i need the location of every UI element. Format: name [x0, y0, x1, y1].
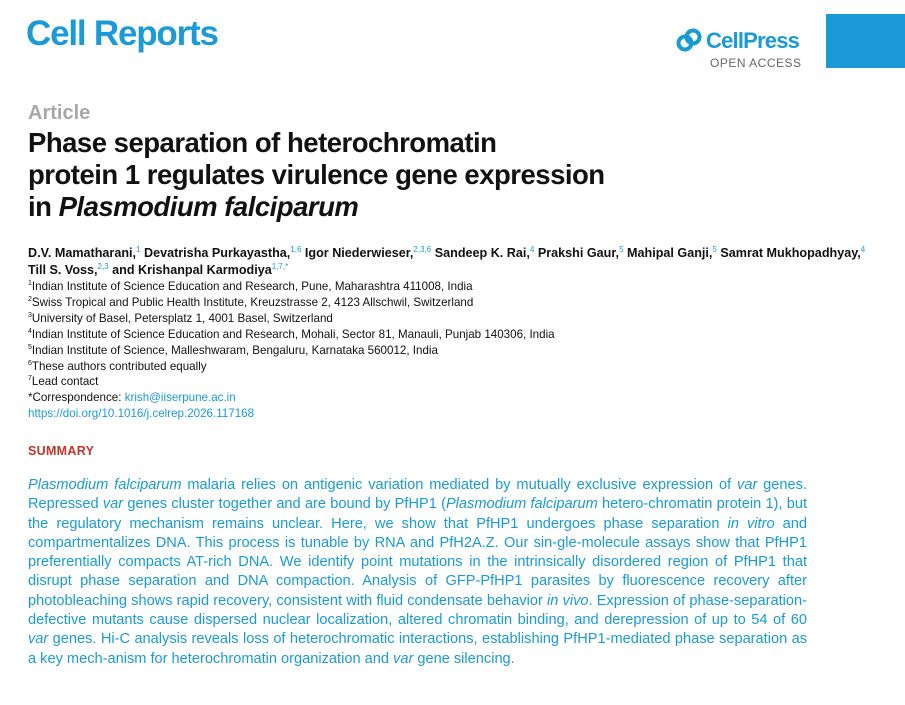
cellpress-logo-icon [676, 28, 702, 54]
author [720, 246, 865, 260]
author-list [28, 245, 868, 279]
affiliation-line [28, 295, 868, 311]
author-name: Prakshi Gaur, [537, 246, 620, 260]
author [305, 246, 431, 260]
title-line-3-prefix: in [28, 191, 59, 222]
title-line-2: protein 1 regulates virulence gene expression [28, 159, 605, 190]
author-name: Mahipal Ganji, [627, 246, 713, 260]
author-name: D.V. Mamatharani, [28, 246, 137, 260]
author-affiliation-sup: 1,6 [290, 244, 302, 254]
affiliation-sup: 7 [28, 375, 32, 383]
summary-italic-segment: in vivo [547, 592, 589, 609]
publisher-name: CellPress [706, 28, 800, 53]
affiliation-text: Indian Institute of Science Education and Research, Pune, Maharashtra 411008, India [31, 280, 473, 293]
affiliation-sup: 2 [28, 296, 32, 304]
correspondence [28, 390, 868, 406]
author-affiliation-sup: 2,3 [97, 261, 109, 271]
author-name: and Krishanpal Karmodiya [112, 263, 272, 277]
author-name: Igor Niederwieser, [304, 246, 414, 260]
affiliation-text: Lead contact [31, 375, 99, 389]
affiliation-line [28, 374, 868, 390]
summary-italic-segment: var [28, 631, 49, 648]
affiliation-sup: 5 [28, 343, 32, 351]
summary-text-segment: gene silencing. [413, 650, 515, 667]
affiliation-sup: 4 [28, 327, 32, 335]
summary-text-segment: and compartmentalizes DNA. This process is tunable by RNA and PfH2A.Z. Our sin-gle-molecule assays show that PfHP1 preferentially compacts AT-rich DNA. We identify point mutations in the intrinsically disordered region of PfHP1 that disrupt phase separation and DNA compaction. Analysis of GFP-PfHP1 parasites by fluorescence recovery after photobleaching shows rapid recovery, consistent with fluid condensate behavior [28, 515, 808, 609]
summary-heading: SUMMARY [28, 444, 95, 458]
author [538, 246, 624, 260]
summary-italic-segment: Plasmodium falciparum [28, 477, 182, 493]
summary-text-segment: genes. Repressed [28, 477, 807, 513]
affiliation-text: Swiss Tropical and Public Health Institute, Kreuzstrasse 2, 4123 Allschwil, Switzerland [31, 295, 474, 309]
brand-corner-block [826, 14, 905, 68]
summary-text-segment: malaria relies on antigenic variation mediated by mutually exclusive expression of [181, 477, 738, 493]
author-affiliation-sup: 1 [136, 244, 141, 254]
author [435, 246, 535, 260]
author-name: Samrat Mukhopadhyay, [720, 246, 861, 260]
correspondence-email-link[interactable]: krish@iiserpune.ac.in [124, 391, 236, 405]
summary-italic-segment: var [737, 477, 758, 493]
affiliation-text: University of Basel, Petersplatz 1, 4001 Basel, Switzerland [31, 311, 333, 325]
article-type: Article [28, 102, 91, 124]
summary-text-segment: hetero-chromatin protein 1), but the regulatory mechanism remains unclear. Here, we show that PfHP1 undergoes phase separation [28, 496, 807, 532]
author-affiliation-sup: 2,3,6 [413, 244, 432, 254]
author-affiliation-sup: 4 [529, 244, 535, 254]
summary-text-segment: genes cluster together and are bound by PfHP1 ( [123, 496, 446, 513]
author [28, 263, 109, 277]
author-name: Sandeep K. Rai, [434, 246, 530, 260]
author-affiliation-sup: 5 [712, 244, 717, 254]
affiliation-line [28, 279, 868, 295]
article-title [28, 127, 848, 223]
affiliation-line [28, 327, 868, 343]
affiliation-text: Indian Institute of Science Education and Research, Mohali, Sector 81, Manauli, Punjab 140306, India [31, 327, 555, 341]
summary-italic-segment: Plasmodium falciparum [445, 496, 598, 513]
affiliation-sup: 6 [28, 359, 32, 367]
affiliation-sup: 3 [28, 311, 32, 319]
affiliation-line [28, 343, 868, 359]
author-affiliation-sup: 1,7,* [271, 261, 289, 271]
title-line-1: Phase separation of heterochromatin [28, 127, 497, 158]
correspondence-label: *Correspondence: [28, 391, 125, 405]
summary-body [28, 476, 807, 669]
summary-italic-segment: var [393, 650, 414, 667]
affiliation-text: Indian Institute of Science, Malleshwaram, Bengaluru, Karnataka 560012, India [31, 343, 438, 357]
affiliation-line [28, 359, 868, 375]
summary-italic-segment: var [102, 496, 124, 513]
summary-text-segment: . Expression of phase-separation-defective mutants cause dispersed nuclear localization, altered chromatin binding, and derepression of up to 54 of 60 [28, 592, 807, 629]
author-affiliation-sup: 5 [619, 244, 624, 254]
publisher-logo[interactable] [676, 28, 799, 54]
affiliation-line [28, 311, 868, 327]
doi-link[interactable]: https://doi.org/10.1016/j.celrep.2026.117168 [28, 407, 255, 421]
affiliation-text: These authors contributed equally [31, 359, 207, 373]
author [627, 246, 717, 260]
author [144, 246, 301, 260]
title-line-3-italic: Plasmodium falciparum [58, 191, 359, 222]
doi-line [28, 406, 868, 422]
affiliations [28, 279, 868, 422]
author-name: Devatrisha Purkayastha, [143, 246, 291, 260]
affiliation-sup: 1 [28, 280, 32, 288]
summary-italic-segment: in vitro [727, 515, 775, 532]
author-name: Till S. Voss, [28, 263, 98, 277]
author-affiliation-sup: 4 [860, 244, 866, 254]
summary-text-segment: genes. Hi-C analysis reveals loss of heterochromatic interactions, establishing PfHP1-mediated phase separation as a key mech-anism for heterochromatin organization and [28, 631, 807, 667]
author [112, 263, 288, 277]
open-access-label: OPEN ACCESS [710, 56, 802, 70]
author [28, 246, 140, 260]
journal-title: Cell Reports [26, 14, 218, 53]
